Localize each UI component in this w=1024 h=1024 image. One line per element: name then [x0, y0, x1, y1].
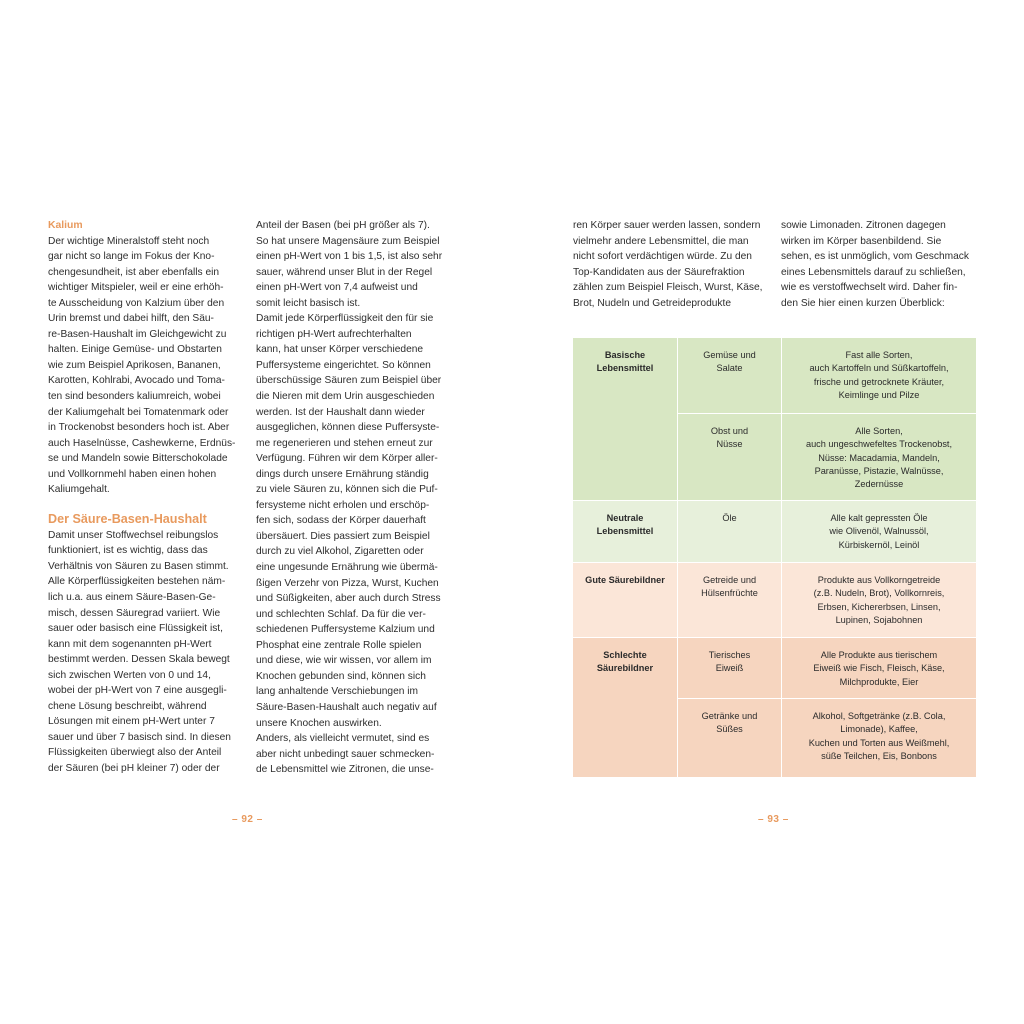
text-line: eine ungesunde Ernährung wie übermä-	[256, 562, 438, 574]
examples-text: Keimlinge und Pilze	[838, 389, 920, 400]
text-line: sauer oder basisch eine Flüssigkeit ist,	[48, 623, 223, 635]
text-line: Anders, als vielleicht vermutet, sind es	[256, 733, 430, 745]
examples-text: Kürbiskernöl, Leinöl	[838, 539, 920, 550]
examples-text: Lupinen, Sojabohnen	[835, 614, 923, 625]
category-label: Schlechte	[603, 650, 647, 660]
text-line: in Trockenobst besonders hoch ist. Aber	[48, 422, 230, 434]
text-column-2	[256, 218, 456, 778]
text-line: kann, hat unser Körper verschiedene	[256, 344, 424, 356]
text-line: bestimmt werden. Dessen Skala bewegt	[48, 654, 230, 666]
text-line: Verhältnis von Säuren zu Basen stimmt.	[48, 560, 229, 572]
examples-text: Eiweiß wie Fisch, Fleisch, Käse,	[813, 663, 945, 674]
text-line: fersysteme nicht erholen und erschöp-	[256, 499, 430, 511]
text-column-3	[573, 218, 775, 311]
examples-text: Alkohol, Softgetränke (z.B. Cola,	[812, 711, 946, 721]
examples-text: Alle Sorten,	[855, 426, 903, 436]
text-line: überschüssige Säuren zum Beispiel über	[256, 375, 442, 387]
type-label: Salate	[716, 363, 743, 374]
text-line: lich u.a. aus einem Säure-Basen-Ge-	[48, 591, 216, 603]
text-line: ten sind besonders kaliumreich, wobei	[48, 390, 221, 402]
paragraph-kalium	[48, 234, 244, 498]
page-number-left: – 92 –	[232, 814, 263, 825]
examples-text: Kuchen und Torten aus Weißmehl,	[808, 737, 950, 748]
text-line: Brot, Nudeln und Getreideprodukte	[573, 297, 732, 309]
text-line: sich zwischen Werten von 0 und 14,	[48, 669, 211, 681]
type-label: Obst und	[710, 426, 749, 436]
text-line: chengesundheit, ist aber ebenfalls ein	[48, 266, 220, 278]
examples-cell	[781, 338, 976, 413]
text-line: se und Mandeln sowie Bitterschokolade	[48, 453, 228, 465]
text-line: Der wichtige Mineralstoff steht noch	[48, 235, 210, 247]
text-line: Damit unser Stoffwechsel reibungslos	[48, 529, 219, 541]
text-line: funktioniert, ist es wichtig, dass das	[48, 545, 208, 557]
text-line: Karotten, Kohlrabi, Avocado und Toma-	[48, 375, 225, 387]
examples-text: Fast alle Sorten,	[845, 350, 913, 360]
text-line: zu viele Säuren zu, können sich die Puf-	[256, 484, 438, 496]
text-line: der Kaliumgehalt bei Tomatenmark oder	[48, 406, 229, 418]
text-line: fen sich, sodass der Körper dauerhaft	[256, 515, 426, 527]
category-cell-basic-continued	[573, 413, 677, 500]
examples-cell	[781, 638, 976, 698]
table-row	[573, 637, 976, 698]
table-row	[573, 500, 976, 562]
text-line: einen pH-Wert von 1 bis 1,5, ist also sehr	[256, 251, 443, 263]
text-line: wie es verstoffwechselt wird. Daher fin-	[781, 282, 958, 294]
text-line: unsere Knochen auswirken.	[256, 717, 382, 729]
text-line: Alle Körperflüssigkeiten bestehen näm-	[48, 576, 226, 588]
text-line: Säure-Basen-Haushalt auch negativ auf	[256, 701, 437, 713]
text-line: Kaliumgehalt.	[48, 484, 110, 496]
type-cell	[677, 698, 781, 777]
text-line: kann mit dem sogenannten pH-Wert	[48, 638, 212, 650]
text-line: auch Haselnüsse, Cashewkerne, Erdnüs-	[48, 437, 236, 449]
text-line: durch zu viel Alkohol, Zigaretten oder	[256, 546, 424, 558]
table-row	[573, 698, 976, 777]
text-line: misch, dessen Säuregrad variiert. Wie	[48, 607, 221, 619]
category-cell-bad-acid	[573, 638, 677, 698]
type-cell	[677, 413, 781, 500]
category-label: Säurebildner	[596, 663, 654, 674]
category-label: Lebensmittel	[596, 526, 654, 537]
examples-text: Nüsse: Macadamia, Mandeln,	[818, 452, 940, 463]
text-line: halten. Einige Gemüse- und Obstarten	[48, 344, 222, 356]
type-label: Tierisches	[708, 650, 751, 660]
category-label: Neutrale	[606, 513, 644, 523]
category-cell-basic	[573, 338, 677, 413]
text-line: sowie Limonaden. Zitronen dagegen	[781, 220, 946, 231]
examples-cell	[781, 698, 976, 777]
text-line: lang anhaltende Verschiebungen im	[256, 686, 418, 698]
heading-saeure-basen-haushalt: Der Säure-Basen-Haushalt	[48, 511, 207, 526]
examples-text: Alle kalt gepressten Öle	[830, 513, 928, 523]
text-line: schiedenen Puffersysteme Kalzium und	[256, 624, 435, 636]
type-cell	[677, 638, 781, 698]
text-line: Top-Kandidaten aus der Säurefraktion	[573, 266, 745, 278]
text-line: vielmehr andere Lebensmittel, die man	[573, 235, 749, 247]
text-line: ausgeglichen, können diese Puffersyste-	[256, 422, 440, 434]
type-cell	[677, 563, 781, 637]
text-line: und schlechten Schlaf. Da für die ver-	[256, 608, 426, 620]
text-column-4	[781, 218, 981, 311]
text-line: eines Lebensmittels darauf zu schließen,	[781, 266, 966, 278]
text-line: ßigen Verzehr von Pizza, Wurst, Kuchen	[256, 577, 439, 589]
examples-text: Milchprodukte, Eier	[839, 676, 919, 687]
text-line: Phosphat eine zentrale Rolle spielen	[256, 639, 422, 651]
text-line: wie zum Beispiel Aprikosen, Bananen,	[48, 359, 221, 371]
text-line: Urin bremst und dabei hilft, den Säu-	[48, 313, 214, 325]
category-cell-bad-acid-continued	[573, 698, 677, 777]
text-line: und Vollkornmehl haben einen hohen	[48, 468, 217, 480]
table-row	[573, 338, 976, 413]
food-classification-table	[573, 338, 976, 777]
examples-cell	[781, 563, 976, 637]
table-row	[573, 413, 976, 500]
page-number-right: – 93 –	[758, 814, 789, 825]
text-line: chene Lösung beschreibt, während	[48, 700, 207, 712]
examples-text: Zedernüsse	[854, 479, 904, 490]
examples-cell	[781, 501, 976, 562]
examples-text: Limonade), Kaffee,	[840, 724, 918, 735]
text-column-1	[48, 218, 244, 777]
examples-text: (z.B. Nudeln, Brot), Vollkornreis,	[813, 588, 945, 599]
text-line: ren Körper sauer werden lassen, sondern	[573, 220, 761, 231]
text-line: Puffersysteme eingerichtet. So können	[256, 359, 431, 371]
text-line: dings durch unsere Ernährung ständig	[256, 468, 429, 480]
examples-text: wie Olivenöl, Walnussöl,	[829, 526, 929, 537]
text-line: wobei der pH-Wert von 7 eine ausgegli-	[48, 685, 227, 697]
text-line: gar nicht so lange im Fokus der Kno-	[48, 251, 215, 263]
text-line: und diese, wie wir wissen, vor allem im	[256, 655, 432, 667]
text-line: So hat unsere Magensäure zum Beispiel	[256, 235, 440, 247]
category-label: Basische	[604, 350, 646, 360]
examples-text: Produkte aus Vollkorngetreide	[817, 575, 941, 585]
examples-text: auch Kartoffeln und Süßkartoffeln,	[809, 363, 949, 374]
text-line: Lösungen mit einem pH-Wert unter 7	[48, 716, 215, 728]
table-row	[573, 562, 976, 637]
examples-cell	[781, 413, 976, 500]
text-line: nicht sofort verdächtigen würde. Zu den	[573, 251, 752, 263]
text-line: me regenerieren und stehen erneut zur	[256, 437, 433, 449]
type-label: Getränke und	[701, 711, 758, 721]
type-cell	[677, 338, 781, 413]
type-cell	[677, 501, 781, 562]
text-line: te Ausscheidung von Kalzium über den	[48, 297, 225, 309]
text-line: die Nieren mit dem Urin ausgeschieden	[256, 391, 435, 403]
type-label: Hülsenfrüchte	[701, 588, 758, 599]
examples-text: frische und getrocknete Kräuter,	[813, 376, 945, 387]
text-line: übersäuert. Dies passiert zum Beispiel	[256, 530, 430, 542]
type-label: Getreide und	[702, 575, 757, 585]
category-cell-neutral	[573, 501, 677, 562]
text-line: Verfügung. Führen wir dem Körper aller-	[256, 453, 438, 465]
examples-text: süße Teilchen, Eis, Bonbons	[821, 750, 937, 761]
text-line: re-Basen-Haushalt im Gleichgewicht zu	[48, 328, 227, 340]
text-line: wirken im Körper basenbildend. Sie	[781, 235, 942, 247]
type-label: Öle	[722, 513, 737, 523]
examples-text: auch ungeschwefeltes Trockenobst,	[805, 439, 953, 450]
category-label: Lebensmittel	[596, 363, 654, 374]
examples-text: Alle Produkte aus tierischem	[820, 650, 938, 660]
text-line: der Säuren (bei pH kleiner 7) oder der	[48, 763, 220, 774]
text-line: werden. Ist der Haushalt dann wieder	[256, 406, 425, 418]
text-line: wichtiger Mitspieler, weil er eine erhöh-	[48, 282, 224, 294]
text-line: aber nicht unbedingt sauer schmecken-	[256, 748, 435, 760]
type-label: Süßes	[716, 724, 743, 735]
examples-text: Paranüsse, Pistazie, Walnüsse,	[814, 465, 944, 476]
examples-text: Erbsen, Kichererbsen, Linsen,	[817, 601, 941, 612]
heading-kalium: Kalium	[48, 220, 83, 231]
text-line: einen pH-Wert von 7,4 aufweist und	[256, 282, 418, 294]
text-line: sauer und über 7 basisch sind. In diesen	[48, 731, 231, 743]
text-line: Flüssigkeiten überwiegt also der Anteil	[48, 747, 222, 759]
text-line: Anteil der Basen (bei pH größer als 7).	[256, 220, 430, 231]
category-label: Gute Säurebildner	[585, 575, 665, 585]
text-line: und Süßigkeiten, aber auch durch Stress	[256, 593, 441, 605]
text-line: somit leicht basisch ist.	[256, 297, 361, 309]
text-line: zählen zum Beispiel Fleisch, Wurst, Käse,	[573, 282, 763, 294]
text-line: Damit jede Körperflüssigkeit den für sie	[256, 313, 434, 325]
text-line: de Lebensmittel wie Zitronen, die unse-	[256, 764, 434, 776]
text-line: sehen, es ist unmöglich, vom Geschmack	[781, 251, 969, 263]
text-line: sauer, während unser Blut in der Regel	[256, 266, 433, 278]
type-label: Gemüse und	[703, 350, 756, 360]
type-label: Nüsse	[716, 439, 743, 450]
category-cell-good-acid	[573, 563, 677, 637]
type-label: Eiweiß	[715, 663, 744, 674]
text-line: Knochen gebunden sind, können sich	[256, 670, 426, 682]
text-line: richtigen pH-Wert aufrechterhalten	[256, 328, 412, 340]
paragraph-haushalt	[48, 528, 244, 777]
text-line: den Sie hier einen kurzen Überblick:	[781, 297, 945, 309]
